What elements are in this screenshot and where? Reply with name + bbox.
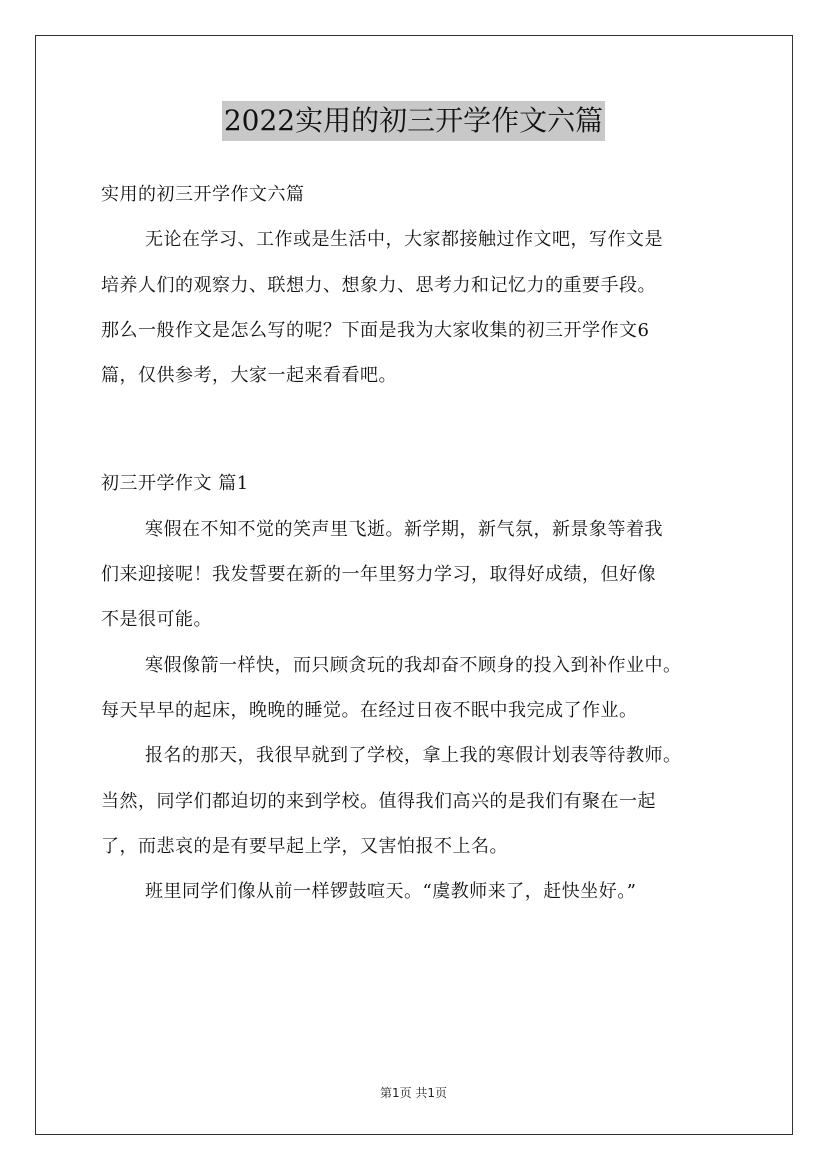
document-body <box>101 172 729 914</box>
title-container <box>0 101 827 141</box>
body-line: 每天早早的起床，晚晚的睡觉。在经过日夜不眠中我完成了作业。 <box>101 699 638 721</box>
body-line: 们来迎接呢！我发誓要在新的一年里努力学习，取得好成绩，但好像 <box>101 564 656 586</box>
body-line: 寒假像箭一样快，而只顾贪玩的我却奋不顾身的投入到补作业中。 <box>145 654 682 676</box>
document-subtitle: 实用的初三开学作文六篇 <box>101 184 305 205</box>
body-line: 不是很可能。 <box>101 609 212 631</box>
body-line: 报名的那天，我很早就到了学校，拿上我的寒假计划表等待教师。 <box>145 745 682 767</box>
paragraph-gap <box>101 398 729 461</box>
intro-line: 无论在学习、工作或是生活中，大家都接触过作文吧，写作文是 <box>145 229 663 251</box>
body-line: 了，而悲哀的是有要早起上学，又害怕报不上名。 <box>101 835 508 857</box>
document-title: 2022实用的初三开学作文六篇 <box>222 101 605 141</box>
intro-line: 培养人们的观察力、联想力、想象力、思考力和记忆力的重要手段。 <box>101 274 656 296</box>
page-footer: 第1页 共1页 <box>379 1086 448 1100</box>
body-line: 当然，同学们都迫切的来到学校。值得我们高兴的是我们有聚在一起 <box>101 790 656 812</box>
body-line: 班里同学们像从前一样锣鼓喧天。“虞教师来了，赶快坐好。” <box>145 881 637 903</box>
intro-line: 篇，仅供参考，大家一起来看看吧。 <box>101 365 397 387</box>
section-heading: 初三开学作文 篇1 <box>101 473 249 495</box>
intro-line: 那么一般作文是怎么写的呢？下面是我为大家收集的初三开学作文6 <box>101 319 650 341</box>
body-line: 寒假在不知不觉的笑声里飞逝。新学期，新气氛，新景象等着我 <box>145 518 663 540</box>
